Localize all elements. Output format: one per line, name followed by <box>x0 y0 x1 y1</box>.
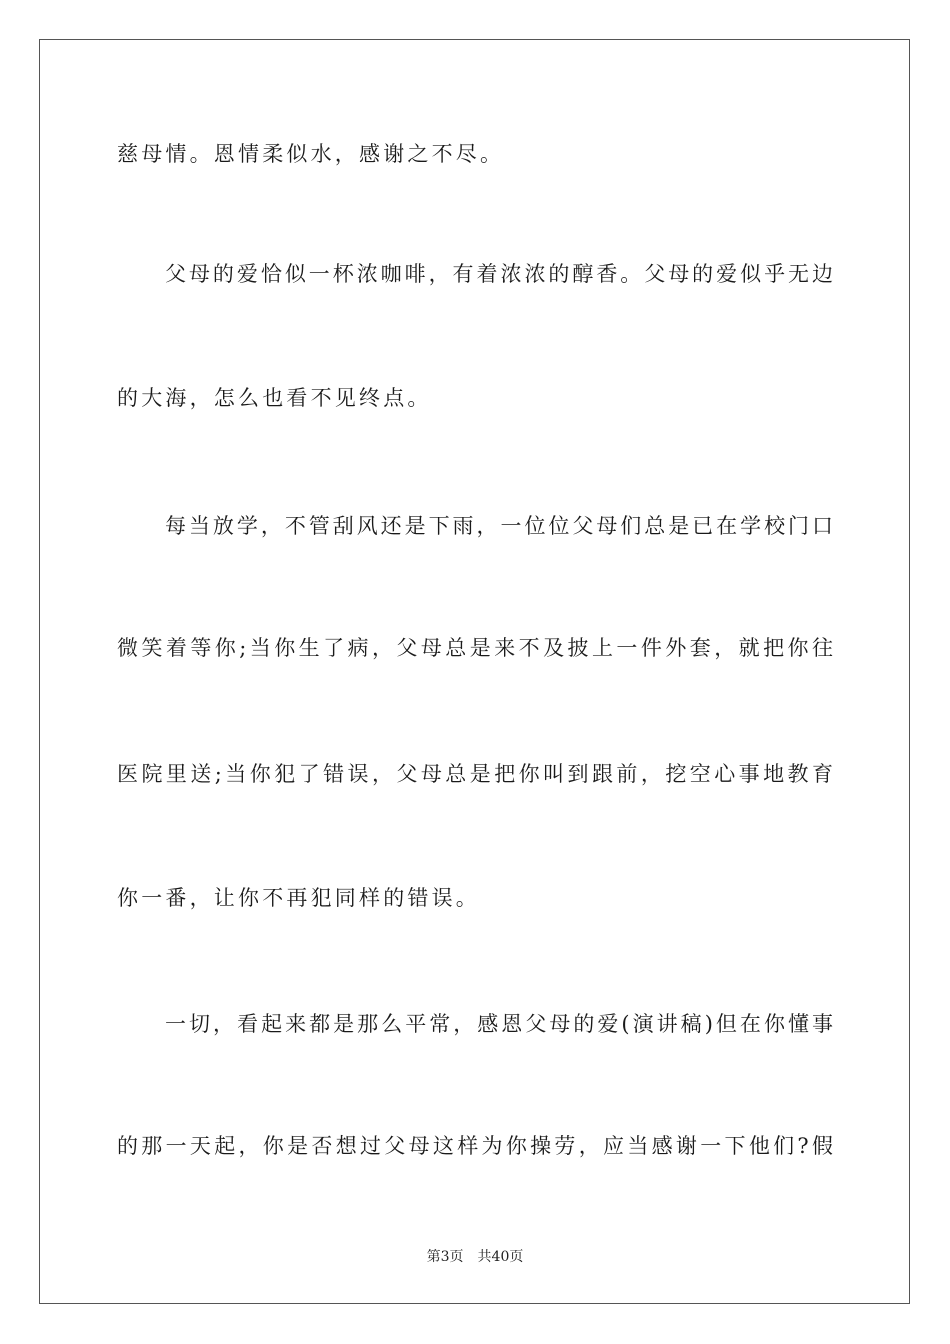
page-total: 共40页 <box>477 1249 524 1265</box>
text-line-5: 微笑着等你;当你生了病，父母总是来不及披上一件外套，就把你往 <box>117 636 833 660</box>
text-line-2: 父母的爱恰似一杯浓咖啡，有着浓浓的醇香。父母的爱似乎无边 <box>165 262 833 286</box>
text-line-6: 医院里送;当你犯了错误，父母总是把你叫到跟前，挖空心事地教育 <box>117 762 833 786</box>
page-footer <box>0 1246 950 1266</box>
page-number: 第3页 <box>426 1249 464 1265</box>
text-line-7: 你一番，让你不再犯同样的错误。 <box>117 886 480 910</box>
text-line-3: 的大海，怎么也看不见终点。 <box>117 386 432 410</box>
page-border <box>39 39 910 1304</box>
text-line-8: 一切，看起来都是那么平常，感恩父母的爱(演讲稿)但在你懂事 <box>165 1012 833 1036</box>
text-line-1: 慈母情。恩情柔似水，感谢之不尽。 <box>117 142 505 166</box>
text-line-4: 每当放学，不管刮风还是下雨，一位位父母们总是已在学校门口 <box>165 514 833 538</box>
text-line-9: 的那一天起，你是否想过父母这样为你操劳，应当感谢一下他们?假 <box>117 1134 833 1158</box>
